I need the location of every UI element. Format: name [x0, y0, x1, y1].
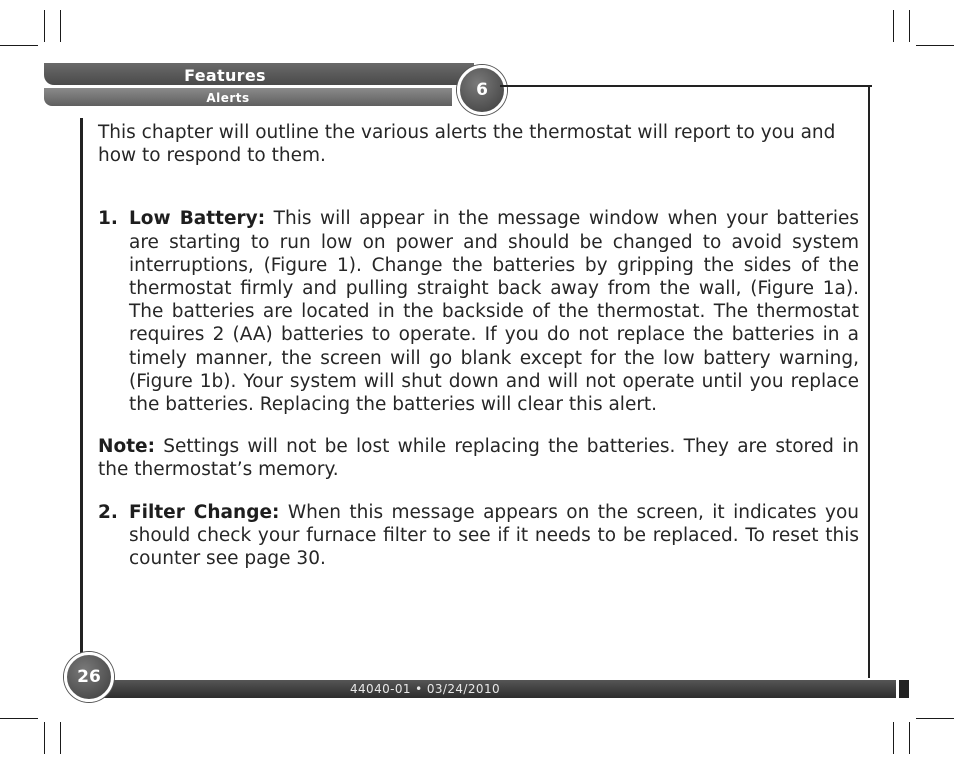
- frame-top-rule: [500, 85, 872, 87]
- frame-right-rule: [868, 85, 870, 678]
- page-content: [98, 121, 859, 570]
- crop-mark: [44, 722, 45, 754]
- crop-mark: [909, 10, 910, 42]
- list-item-text: This will appear in the message window when your batteries are starting to run low on power and should be changed to avoid system interruptions, (Figure 1). Change the batteries by gripping the sides of the thermostat firmly and pulling straight back away from the wall, (Figure 1a). The batteries are located in the backside of the thermostat. The thermostat requires 2 (AA) batteries to operate. If you do not replace the batteries in a timely manner, the screen will go blank except for the low battery warning, (Figure 1b). Your system will shut down and will not operate until you replace the batteries. Replacing the batteries will clear this alert.: [129, 208, 859, 416]
- section-title: Features: [184, 66, 266, 85]
- note-paragraph: [98, 435, 859, 481]
- list-item-heading: Filter Change:: [129, 501, 280, 523]
- section-subtitle: Alerts: [206, 91, 250, 105]
- page-number-badge: 26: [64, 652, 114, 702]
- note-text: Settings will not be lost while replacing the batteries. They are stored in the thermostat’s memory.: [98, 436, 859, 481]
- list-item: [98, 207, 859, 416]
- intro-paragraph: This chapter will outline the various alerts the thermostat will report to you and how to respond to them.: [98, 122, 836, 167]
- chapter-number-badge: 6: [457, 65, 507, 115]
- crop-mark: [44, 10, 45, 42]
- crop-mark: [60, 10, 61, 42]
- list-item-heading: Low Battery:: [129, 208, 266, 230]
- crop-mark: [0, 718, 38, 719]
- list-item-text: When this message appears on the screen, it indicates you should check your furnace filter to see if it needs to be replaced. To reset this counter see page 30.: [129, 501, 860, 570]
- frame-left-rule: [80, 118, 83, 660]
- list-item-number: 2.: [98, 501, 118, 523]
- crop-mark: [60, 722, 61, 754]
- doc-code: 44040-01 • 03/24/2010: [349, 682, 501, 696]
- list-item: [98, 501, 859, 571]
- crop-mark: [916, 45, 954, 46]
- crop-mark: [909, 722, 910, 754]
- crop-mark: [893, 10, 894, 42]
- footer-end-block: [899, 680, 909, 698]
- note-label: Note:: [98, 436, 155, 458]
- crop-mark: [916, 718, 954, 719]
- list-item-number: 1.: [98, 208, 118, 230]
- crop-mark: [893, 722, 894, 754]
- crop-mark: [0, 45, 38, 46]
